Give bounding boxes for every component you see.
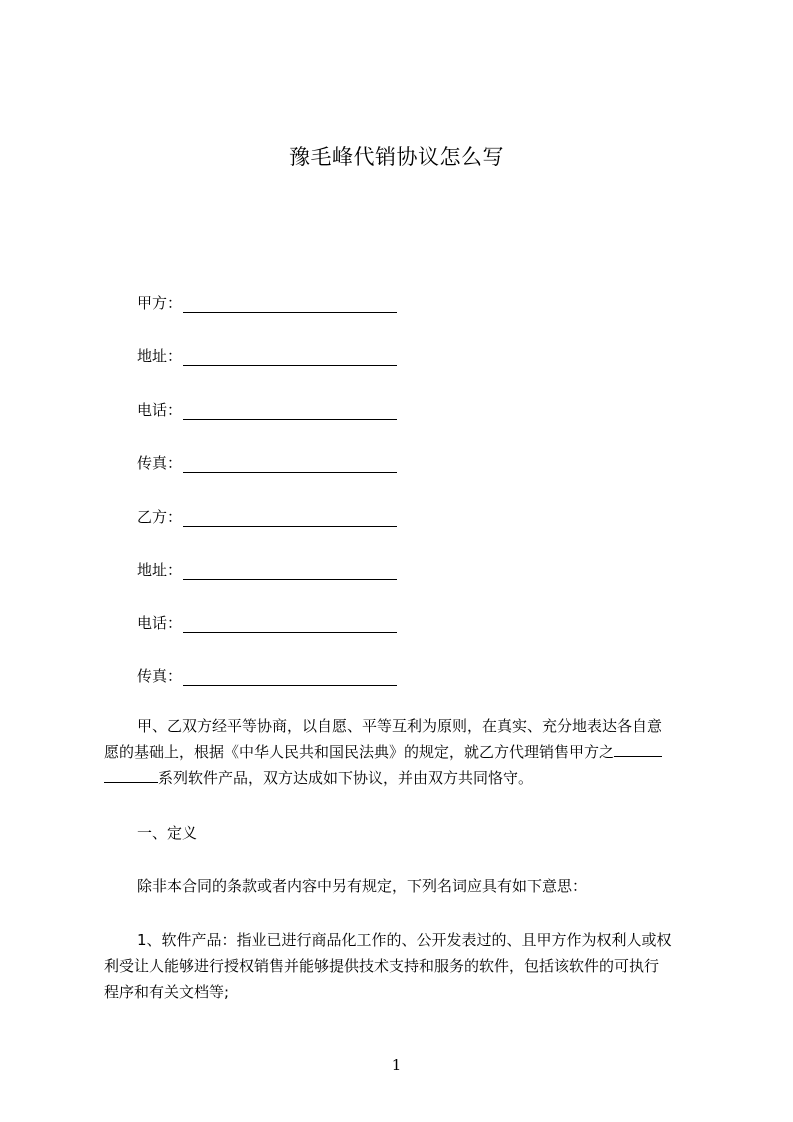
definition-item-1: [104, 927, 694, 1005]
party-b-phone-blank-line: [183, 618, 397, 633]
party-b-label: 乙方：: [137, 508, 183, 526]
definition-item-1-line-2: 利受让人能够进行授权销售并能够提供技术支持和服务的软件，包括该软件的可执行: [104, 957, 660, 975]
section-1-heading: 一、定义: [137, 824, 198, 842]
party-b-fax-field: [137, 662, 397, 686]
party-b-fax-label: 传真：: [137, 667, 183, 685]
party-a-fax-blank-line: [183, 458, 397, 473]
document-title: 豫毛峰代销协议怎么写: [289, 145, 504, 169]
party-b-phone-label: 电话：: [137, 614, 183, 632]
party-a-fax-label: 传真：: [137, 454, 183, 472]
party-a-phone-label: 电话：: [137, 401, 183, 419]
section-1-intro: 除非本合同的条款或者内容中另有规定，下列名词应具有如下意思：: [137, 877, 588, 895]
party-b-address-field: [137, 556, 397, 580]
preamble-line-3-text: 系列软件产品，双方达成如下协议，并由双方共同恪守。: [158, 769, 534, 787]
preamble-line-3: [104, 765, 694, 791]
party-a-phone-blank-line: [183, 405, 397, 420]
preamble-line-2-text: 愿的基础上，根据《中华人民共和国民法典》的规定，就乙方代理销售甲方之: [104, 743, 615, 761]
party-a-blank-line: [183, 298, 397, 313]
page-number: 1: [391, 1056, 402, 1074]
party-b-address-label: 地址：: [137, 561, 183, 579]
preamble-paragraph: [104, 713, 694, 791]
party-b-phone-field: [137, 609, 397, 633]
preamble-line-1: 甲、乙双方经平等协商，以自愿、平等互利为原则，在真实、充分地表达各自意: [137, 717, 663, 735]
party-b-blank-line: [183, 512, 397, 527]
party-b-fax-blank-line: [183, 671, 397, 686]
definition-item-1-line-1: 1、软件产品：指业已进行商品化工作的、公开发表过的、且甲方作为权利人或权: [137, 931, 672, 949]
party-a-address-label: 地址：: [137, 347, 183, 365]
party-a-phone-field: [137, 396, 397, 420]
party-b-field: [137, 503, 397, 527]
party-a-label: 甲方：: [137, 294, 183, 312]
party-a-fax-field: [137, 449, 397, 473]
definition-item-1-line-3: 程序和有关文档等;: [104, 983, 230, 1001]
party-a-address-blank-line: [183, 351, 397, 366]
party-a-field: [137, 289, 397, 313]
party-a-address-field: [137, 342, 397, 366]
preamble-line-2: [104, 739, 694, 765]
party-b-address-blank-line: [183, 565, 397, 580]
product-name-blank-1: [614, 742, 662, 757]
product-name-blank-2: [104, 768, 158, 783]
